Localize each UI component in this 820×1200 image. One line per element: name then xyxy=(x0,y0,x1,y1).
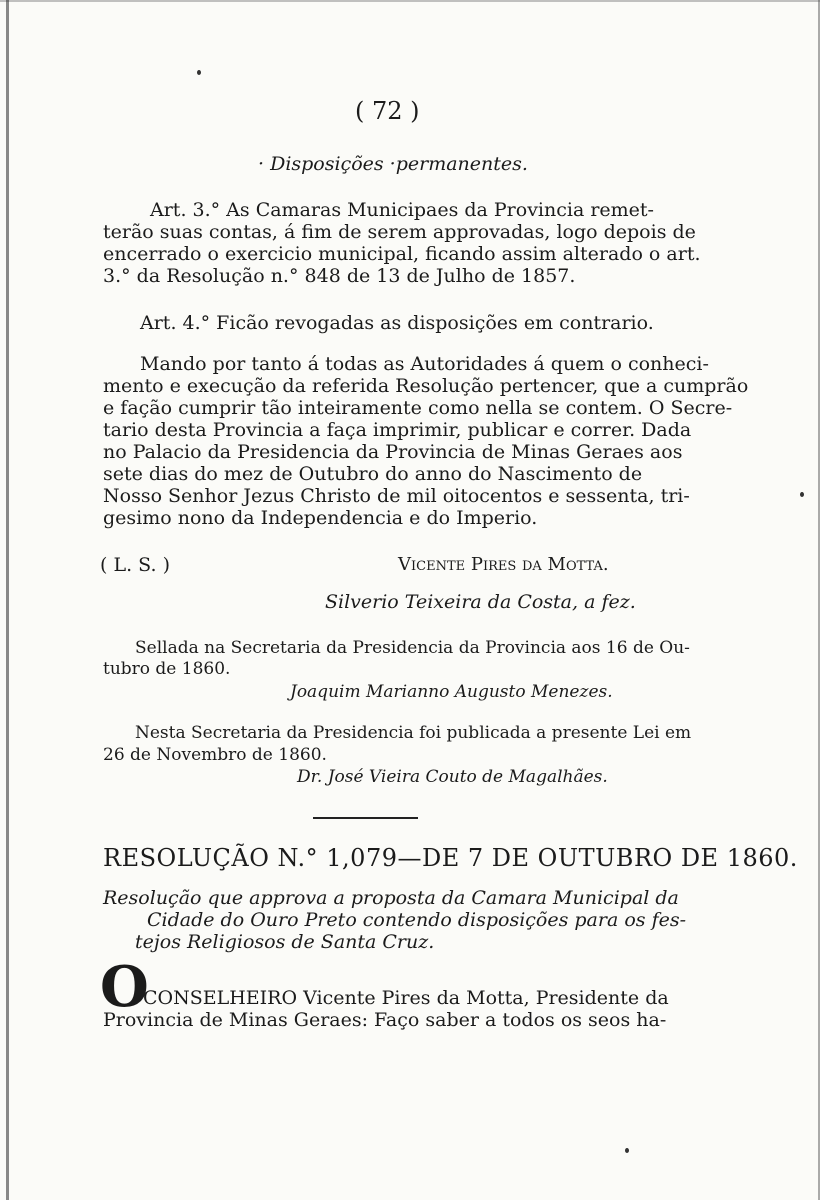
sellada-line: Sellada na Secretaria da Presidencia da Provincia aos 16 de Ou- xyxy=(135,638,690,658)
nesta-line: 26 de Novembro de 1860. xyxy=(103,745,327,765)
article3-line: encerrado o exercicio municipal, ficando assim alterado o art. xyxy=(103,243,701,265)
closing-line: CONSELHEIRO Vicente Pires da Motta, Presidente da xyxy=(143,987,669,1009)
ink-speck xyxy=(625,1148,629,1153)
article3-line: Art. 3.° As Camaras Municipaes da Provincia remet- xyxy=(150,199,654,221)
mando-line: e fação cumprir tão inteiramente como nella se contem. O Secre- xyxy=(103,397,733,419)
ink-speck xyxy=(197,70,201,75)
mando-line: Mando por tanto á todas as Autoridades á quem o conheci- xyxy=(140,353,709,375)
resolution-summary-line: tejos Religiosos de Santa Cruz. xyxy=(135,931,435,953)
mando-line: Nosso Senhor Jezus Christo de mil oitocentos e sessenta, tri- xyxy=(103,485,690,507)
article4-line: Art. 4.° Ficão revogadas as disposições em contrario. xyxy=(140,312,654,334)
resolution-summary-line: Resolução que approva a proposta da Camara Municipal da xyxy=(103,887,679,909)
resolution-summary-line: Cidade do Ouro Preto contendo disposições para os fes- xyxy=(147,909,687,931)
page-number: ( 72 ) xyxy=(355,97,420,125)
article3-line: terão suas contas, á fim de serem approvadas, logo depois de xyxy=(103,221,696,243)
nesta-line: Nesta Secretaria da Presidencia foi publicada a presente Lei em xyxy=(135,723,692,743)
section-heading: · Disposições ·permanentes. xyxy=(258,153,528,175)
ink-speck xyxy=(800,492,804,497)
sellada-line: tubro de 1860. xyxy=(103,659,231,679)
signatory-name: Vicente Pires da Motta. xyxy=(398,554,609,575)
mando-line: tario desta Provincia a faça imprimir, publicar e correr. Dada xyxy=(103,419,692,441)
mando-line: mento e execução da referida Resolução pertencer, que a cumprão xyxy=(103,375,749,397)
nesta-signer: Dr. José Vieira Couto de Magalhães. xyxy=(297,767,608,787)
article3-line: 3.° da Resolução n.° 848 de 13 de Julho de 1857. xyxy=(103,265,576,287)
drop-cap-letter: O xyxy=(100,954,149,1020)
closing-line: Provincia de Minas Geraes: Faço saber a todos os seos ha- xyxy=(103,1009,667,1031)
seal-mark: ( L. S. ) xyxy=(100,554,170,576)
clerk-signature: Silverio Teixeira da Costa, a fez. xyxy=(325,591,636,613)
mando-line: gesimo nono da Independencia e do Imperio. xyxy=(103,507,538,529)
mando-line: no Palacio da Presidencia da Provincia de Minas Geraes aos xyxy=(103,441,683,463)
sellada-signer: Joaquim Marianno Augusto Menezes. xyxy=(290,682,613,702)
resolution-title: RESOLUÇÃO N.° 1,079—DE 7 DE OUTUBRO DE 1860. xyxy=(103,844,798,872)
page-edge-top xyxy=(0,0,820,2)
mando-line: sete dias do mez de Outubro do anno do Nascimento de xyxy=(103,463,643,485)
page-edge-left xyxy=(6,0,9,1200)
section-divider xyxy=(313,817,418,819)
